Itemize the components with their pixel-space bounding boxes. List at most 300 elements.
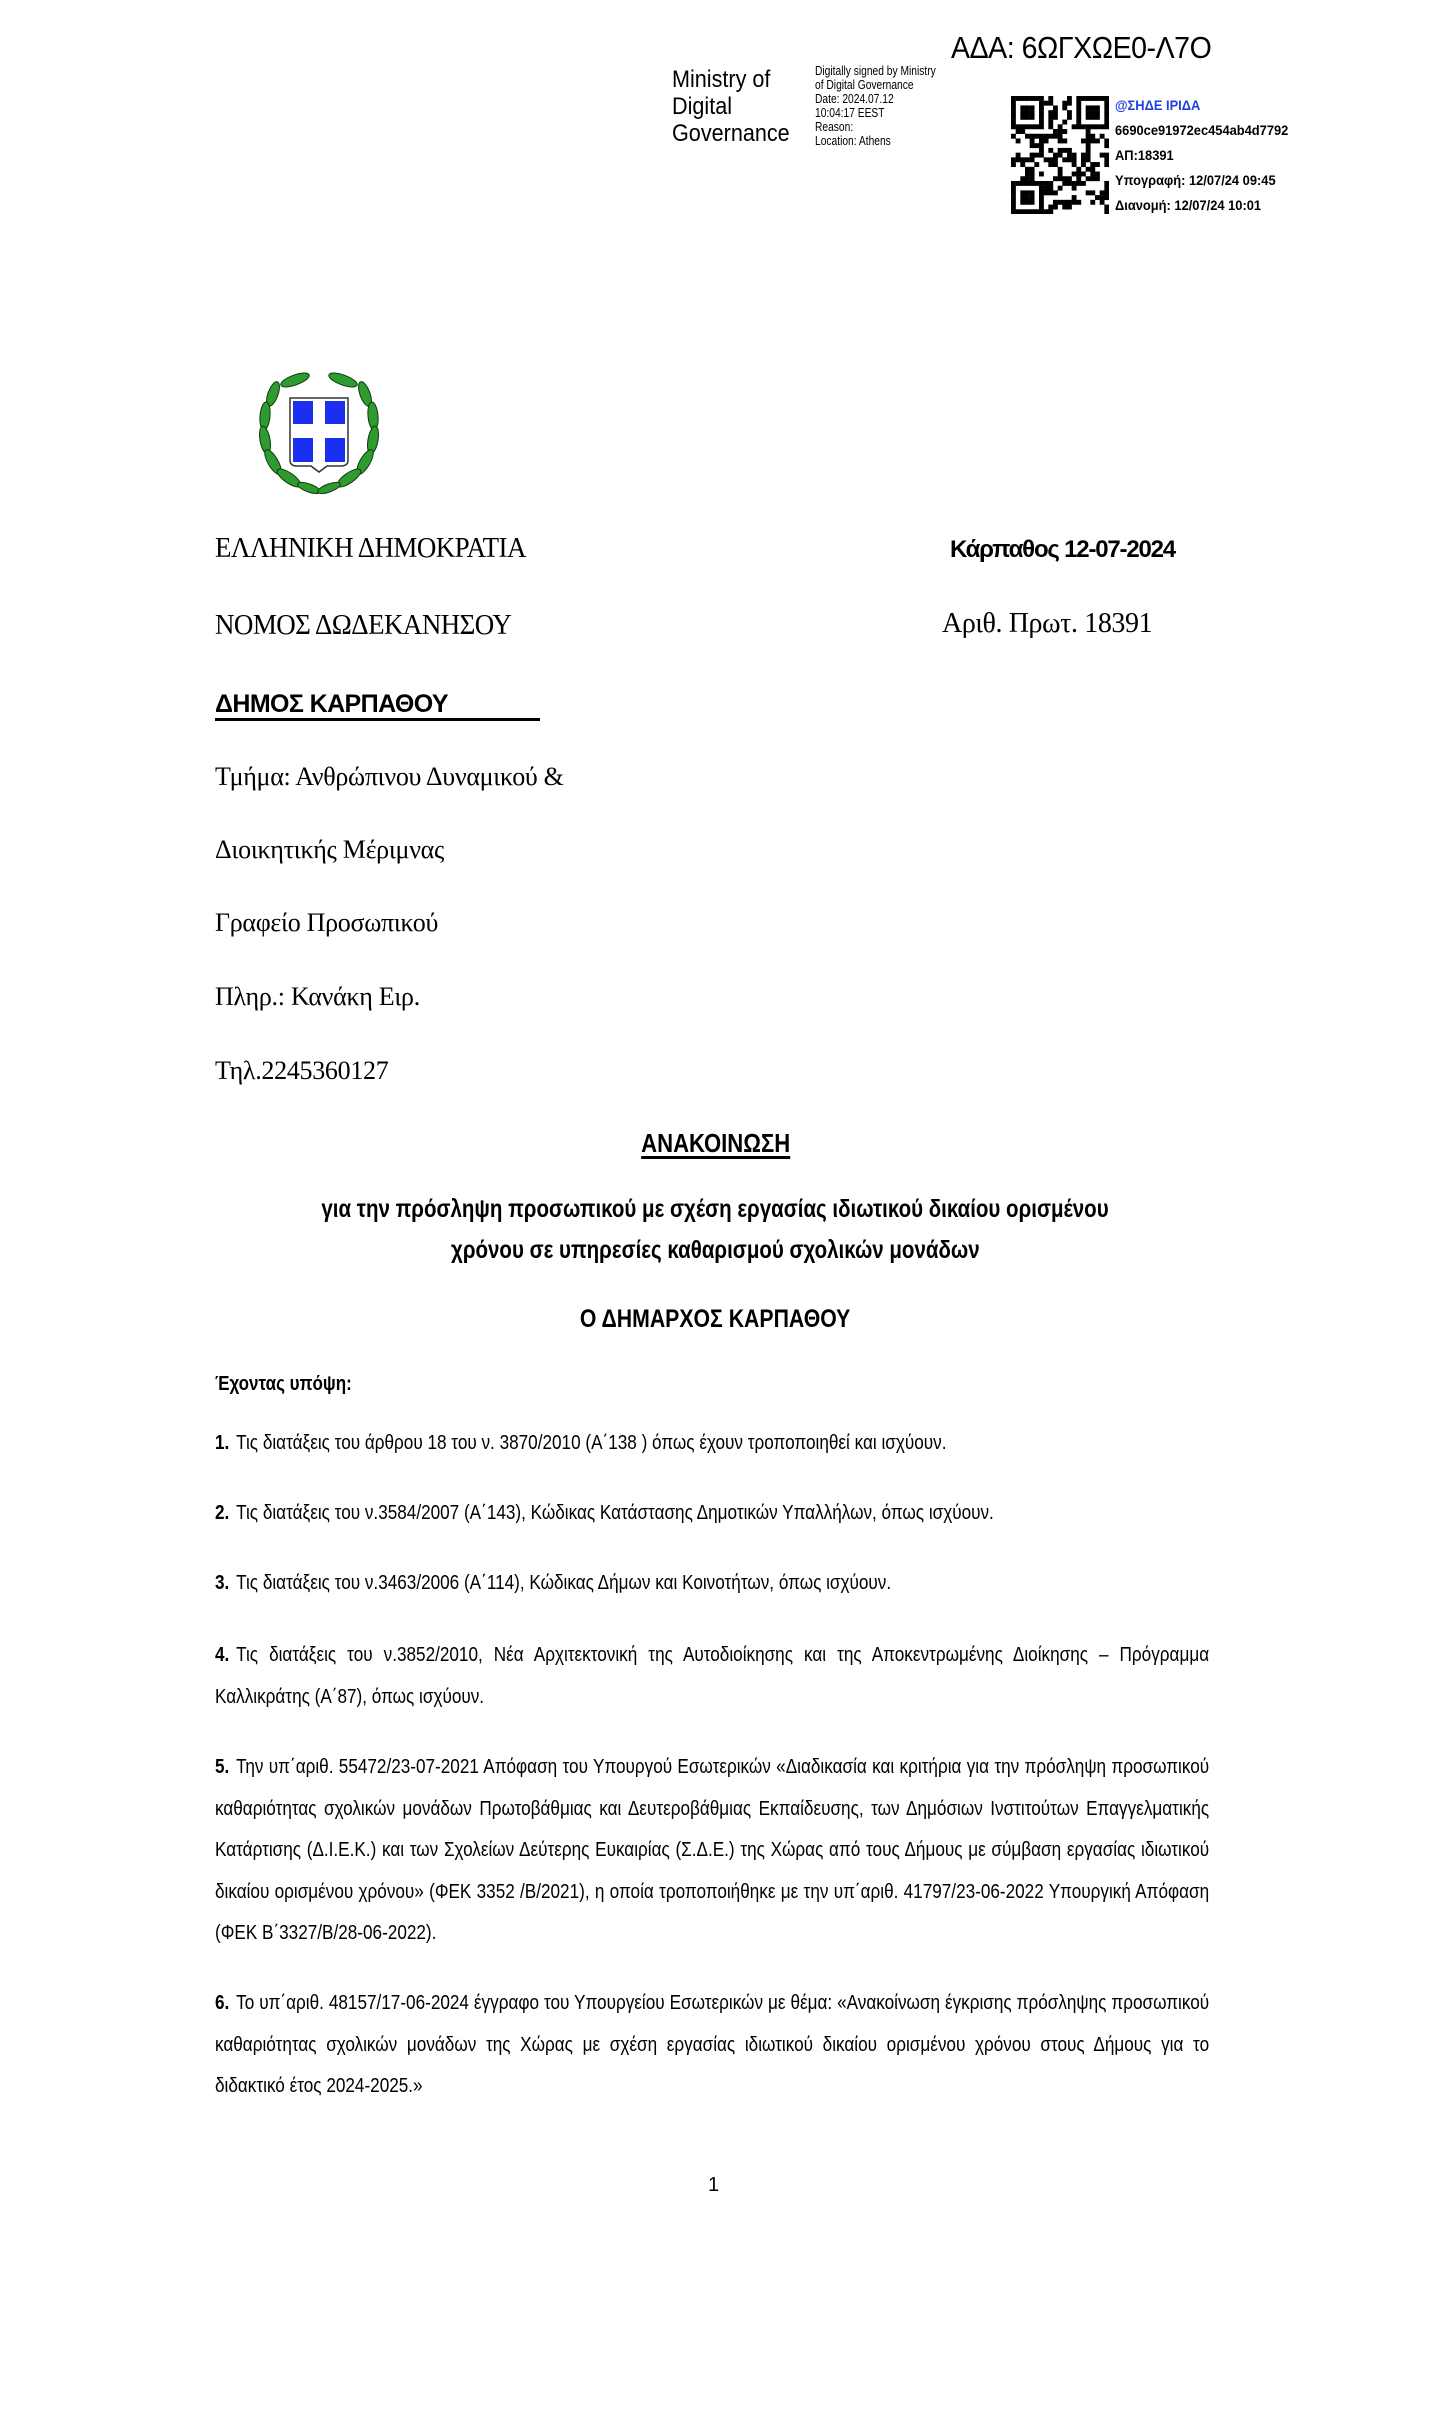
qr-module xyxy=(1048,162,1053,167)
qr-module xyxy=(1100,190,1105,195)
iris-signed-time: Υπογραφή: 12/07/24 09:45 xyxy=(1115,172,1276,188)
qr-module xyxy=(1062,101,1067,106)
qr-module xyxy=(1058,148,1063,153)
qr-module xyxy=(1048,120,1053,125)
qr-module xyxy=(1020,209,1025,214)
qr-module xyxy=(1039,153,1044,158)
qr-module xyxy=(1058,186,1063,191)
qr-module xyxy=(1090,115,1095,120)
qr-module xyxy=(1025,190,1030,195)
qr-module xyxy=(1034,153,1039,158)
qr-module xyxy=(1053,157,1058,162)
qr-module xyxy=(1020,200,1025,205)
qr-module xyxy=(1104,157,1109,162)
qr-module xyxy=(1086,110,1091,115)
signature-detail-line: 10:04:17 EEST xyxy=(815,106,885,120)
qr-module xyxy=(1048,148,1053,153)
list-item xyxy=(215,1423,1209,1465)
item-number: 3. xyxy=(215,1572,230,1594)
qr-module xyxy=(1067,148,1072,153)
qr-module xyxy=(1072,200,1077,205)
qr-module xyxy=(1104,101,1109,106)
announcement-subtitle-line xyxy=(0,1195,1431,1224)
qr-module xyxy=(1076,96,1081,101)
qr-module xyxy=(1030,124,1035,129)
qr-module xyxy=(1081,124,1086,129)
qr-module xyxy=(1095,115,1100,120)
qr-module xyxy=(1067,157,1072,162)
qr-module xyxy=(1011,209,1016,214)
qr-module xyxy=(1020,162,1025,167)
qr-module xyxy=(1011,105,1016,110)
item-number: 4. xyxy=(215,1644,230,1666)
qr-module xyxy=(1011,195,1016,200)
qr-module xyxy=(1100,124,1105,129)
qr-module xyxy=(1020,96,1025,101)
qr-module xyxy=(1034,96,1039,101)
qr-module xyxy=(1016,181,1021,186)
qr-module xyxy=(1030,143,1035,148)
department-line: Πληρ.: Κανάκη Ειρ. xyxy=(215,982,420,1011)
qr-module xyxy=(1025,176,1030,181)
signer-line: Ministry of xyxy=(672,66,771,93)
qr-module xyxy=(1058,200,1063,205)
qr-module xyxy=(1086,176,1091,181)
qr-module xyxy=(1086,105,1091,110)
qr-module xyxy=(1072,162,1077,167)
item-text: Τις διατάξεις του ν.3463/2006 (Α΄114), Κώδικας Δήμων και Κοινοτήτων, όπως ισχύουν. xyxy=(236,1572,892,1594)
qr-module xyxy=(1025,200,1030,205)
qr-module xyxy=(1020,110,1025,115)
qr-module xyxy=(1062,200,1067,205)
qr-module xyxy=(1020,157,1025,162)
page-number: 1 xyxy=(708,2174,720,2196)
qr-module xyxy=(1039,205,1044,210)
qr-module xyxy=(1039,209,1044,214)
qr-module xyxy=(1025,181,1030,186)
qr-module xyxy=(1076,101,1081,106)
qr-module xyxy=(1067,176,1072,181)
qr-module xyxy=(1104,153,1109,158)
qr-module xyxy=(1011,134,1016,139)
qr-module xyxy=(1039,138,1044,143)
qr-module xyxy=(1076,181,1081,186)
qr-module xyxy=(1011,115,1016,120)
qr-module xyxy=(1044,209,1049,214)
qr-module xyxy=(1053,190,1058,195)
qr-module xyxy=(1086,143,1091,148)
qr-module xyxy=(1048,190,1053,195)
qr-module xyxy=(1067,96,1072,101)
item-number: 5. xyxy=(215,1756,230,1778)
iris-protocol: ΑΠ:18391 xyxy=(1115,147,1174,163)
qr-module xyxy=(1062,176,1067,181)
qr-module xyxy=(1076,167,1081,172)
qr-module xyxy=(1062,157,1067,162)
qr-module xyxy=(1020,181,1025,186)
qr-module xyxy=(1011,110,1016,115)
qr-module xyxy=(1020,105,1025,110)
qr-module xyxy=(1067,101,1072,106)
qr-module xyxy=(1053,200,1058,205)
qr-module xyxy=(1095,105,1100,110)
department-line: Τηλ.2245360127 xyxy=(215,1056,389,1085)
qr-module xyxy=(1030,181,1035,186)
qr-module xyxy=(1058,129,1063,134)
qr-module xyxy=(1081,138,1086,143)
list-item xyxy=(215,1563,1209,1605)
ada-code: ΑΔΑ: 6ΩΓΧΩΕ0-Λ7Ο xyxy=(951,30,1212,65)
qr-module xyxy=(1076,124,1081,129)
qr-module xyxy=(1086,153,1091,158)
qr-module xyxy=(1086,134,1091,139)
signature-details xyxy=(815,64,936,148)
qr-module xyxy=(1104,110,1109,115)
iris-hash: 6690ce91972ec454ab4d7792 xyxy=(1115,122,1289,138)
qr-module xyxy=(1104,105,1109,110)
qr-module xyxy=(1025,195,1030,200)
qr-module xyxy=(1011,200,1016,205)
qr-module xyxy=(1044,181,1049,186)
qr-module xyxy=(1039,181,1044,186)
qr-module xyxy=(1067,115,1072,120)
qr-module xyxy=(1104,209,1109,214)
qr-module xyxy=(1067,181,1072,186)
qr-module xyxy=(1016,138,1021,143)
qr-module xyxy=(1090,124,1095,129)
qr-module xyxy=(1095,162,1100,167)
qr-module xyxy=(1081,157,1086,162)
qr-module xyxy=(1048,205,1053,210)
qr-module xyxy=(1062,105,1067,110)
qr-module xyxy=(1020,129,1025,134)
qr-module xyxy=(1062,120,1067,125)
item-text: Τις διατάξεις του άρθρου 18 του ν. 3870/2010 (Α΄138 ) όπως έχουν τροποποιηθεί και ισχύουν. xyxy=(236,1432,947,1454)
qr-module xyxy=(1104,162,1109,167)
qr-module xyxy=(1053,110,1058,115)
qr-module xyxy=(1011,181,1016,186)
qr-module xyxy=(1039,195,1044,200)
qr-module xyxy=(1053,115,1058,120)
qr-module xyxy=(1090,200,1095,205)
list-item xyxy=(215,1493,1209,1535)
item-text: Τις διατάξεις του ν.3852/2010, Νέα Αρχιτεκτονική της Αυτοδιοίκησης και της Αποκεντρωμένης Διοίκησης – Πρόγραμμα Καλλικράτης (Α΄87), όπως ισχύουν. xyxy=(215,1644,1210,1708)
qr-module xyxy=(1048,96,1053,101)
qr-module xyxy=(1011,157,1016,162)
qr-module xyxy=(1016,96,1021,101)
list-item xyxy=(215,1747,1209,1955)
announcement-title-text: ΑΝΑΚΟΙΝΩΣΗ xyxy=(640,1128,791,1158)
qr-module xyxy=(1044,190,1049,195)
qr-module xyxy=(1025,209,1030,214)
item-number: 6. xyxy=(215,1992,230,2014)
qr-module xyxy=(1011,96,1016,101)
qr-module xyxy=(1090,96,1095,101)
municipality-label: ΔΗΜΟΣ ΚΑΡΠΑΘΟΥ xyxy=(215,690,448,718)
announcement-subtitle-line xyxy=(0,1236,1431,1265)
qr-module xyxy=(1025,96,1030,101)
qr-module xyxy=(1039,110,1044,115)
qr-module xyxy=(1025,172,1030,177)
signature-detail-line: Location: Athens xyxy=(815,134,891,148)
qr-module xyxy=(1081,172,1086,177)
qr-module xyxy=(1011,205,1016,210)
qr-module xyxy=(1086,115,1091,120)
signature-detail-line: Digitally signed by Ministry xyxy=(815,64,936,78)
qr-module xyxy=(1044,138,1049,143)
qr-module xyxy=(1104,181,1109,186)
qr-module xyxy=(1095,195,1100,200)
qr-module xyxy=(1086,190,1091,195)
qr-module xyxy=(1048,157,1053,162)
qr-module xyxy=(1030,157,1035,162)
issuer-heading xyxy=(0,1305,1431,1334)
qr-module xyxy=(1016,209,1021,214)
qr-module xyxy=(1081,162,1086,167)
qr-module xyxy=(1030,153,1035,158)
qr-module xyxy=(1067,205,1072,210)
qr-module xyxy=(1020,124,1025,129)
qr-module xyxy=(1011,120,1016,125)
qr-module xyxy=(1048,209,1053,214)
qr-module xyxy=(1044,186,1049,191)
qr-module xyxy=(1086,138,1091,143)
qr-module xyxy=(1062,181,1067,186)
iris-stamp xyxy=(1115,93,1288,218)
qr-module xyxy=(1034,124,1039,129)
department-line: Γραφείο Προσωπικού xyxy=(215,908,439,937)
qr-module xyxy=(1086,157,1091,162)
qr-module xyxy=(1090,190,1095,195)
qr-module xyxy=(1039,190,1044,195)
signature-detail-line: of Digital Governance xyxy=(815,78,914,92)
qr-module xyxy=(1011,101,1016,106)
qr-module xyxy=(1104,190,1109,195)
qr-module xyxy=(1048,134,1053,139)
qr-module xyxy=(1039,124,1044,129)
qr-module xyxy=(1053,176,1058,181)
item-text: Το υπ΄αριθ. 48157/17-06-2024 έγγραφο του Υπουργείου Εσωτερικών με θέμα: «Ανακοίνωση έγκρισης πρόσληψης προσωπικού καθαριότητας σχολικών μονάδων της Χώρας με σχέση εργασίας ιδιωτικού δικαίου ορισμένου χρόνου στους Δήμους για το διδακτικό έτος 2024-2025.» xyxy=(215,1992,1210,2097)
qr-module xyxy=(1076,176,1081,181)
qr-module xyxy=(1095,172,1100,177)
qr-module xyxy=(1034,209,1039,214)
qr-module xyxy=(1025,167,1030,172)
qr-module xyxy=(1058,176,1063,181)
qr-module xyxy=(1076,110,1081,115)
qr-module xyxy=(1048,115,1053,120)
qr-module xyxy=(1039,200,1044,205)
item-text: Την υπ΄αριθ. 55472/23-07-2021 Απόφαση του Υπουργού Εσωτερικών «Διαδικασία και κριτήρια για την πρόσληψη προσωπικού καθαριότητας σχολικών μονάδων Πρωτοβάθμιας και Δευτεροβάθμιας Εκπαίδευσης, των Δημόσιων Ινστιτούτων Επαγγελματικής Κατάρτισης (Δ.Ι.Ε.Κ.) και των Σχολείων Δεύτερης Ευκαιρίας (Σ.Δ.Ε.) της Χώρας από τους Δήμους με σύμβαση εργασίας ιδιωτικού δικαίου ορισμένου χρόνου» (ΦΕΚ 3352 /Β/2021), η οποία τροποποιήθηκε με την υπ΄αριθ. 41797/23-06-2022 Υπουργική Απόφαση (ΦΕΚ Β΄3327/Β/28-06-2022). xyxy=(215,1756,1210,1944)
qr-module xyxy=(1011,186,1016,191)
qr-module xyxy=(1053,105,1058,110)
iris-system: @ΣΗΔΕ ΙΡΙΔΑ xyxy=(1115,97,1201,113)
qr-module xyxy=(1016,157,1021,162)
issuer-text: Ο ΔΗΜΑΡΧΟΣ ΚΑΡΠΑΘΟΥ xyxy=(580,1305,851,1333)
qr-module xyxy=(1025,115,1030,120)
qr-module xyxy=(1104,195,1109,200)
protocol-number: Αριθ. Πρωτ. 18391 xyxy=(942,608,1153,639)
qr-module xyxy=(1039,101,1044,106)
qr-module xyxy=(1072,124,1077,129)
qr-module xyxy=(1076,120,1081,125)
qr-module xyxy=(1011,124,1016,129)
signer-name xyxy=(672,66,790,147)
qr-module xyxy=(1095,96,1100,101)
qr-module xyxy=(1048,101,1053,106)
qr-module xyxy=(1030,200,1035,205)
qr-module xyxy=(1048,124,1053,129)
qr-module xyxy=(1025,157,1030,162)
qr-module xyxy=(1030,167,1035,172)
qr-code-icon xyxy=(1011,96,1109,214)
qr-module xyxy=(1030,195,1035,200)
qr-module xyxy=(1086,124,1091,129)
qr-module xyxy=(1039,96,1044,101)
qr-module xyxy=(1100,134,1105,139)
qr-module xyxy=(1100,195,1105,200)
department-line: Διοικητικής Μέριμνας xyxy=(215,835,444,864)
qr-module xyxy=(1053,134,1058,139)
qr-module xyxy=(1076,115,1081,120)
qr-module xyxy=(1104,143,1109,148)
qr-module xyxy=(1039,172,1044,177)
qr-module xyxy=(1044,134,1049,139)
qr-module xyxy=(1090,134,1095,139)
qr-module xyxy=(1104,115,1109,120)
qr-module xyxy=(1104,205,1109,210)
subtitle-text: χρόνου σε υπηρεσίες καθαρισμού σχολικών μονάδων xyxy=(451,1236,980,1264)
qr-module xyxy=(1020,176,1025,181)
list-item xyxy=(215,1635,1209,1718)
qr-module xyxy=(1076,172,1081,177)
qr-module xyxy=(1100,200,1105,205)
qr-module xyxy=(1067,200,1072,205)
greek-coat-of-arms-icon xyxy=(255,366,383,496)
qr-module xyxy=(1030,209,1035,214)
municipality-underline xyxy=(215,718,540,721)
qr-module xyxy=(1081,96,1086,101)
qr-module xyxy=(1100,96,1105,101)
qr-module xyxy=(1090,110,1095,115)
qr-module xyxy=(1062,205,1067,210)
qr-module xyxy=(1039,115,1044,120)
announcement-title xyxy=(0,1128,1431,1159)
qr-module xyxy=(1030,172,1035,177)
republic-label: ΕΛΛΗΝΙΚΗ ΔΗΜΟΚΡΑΤΙΑ xyxy=(215,532,526,564)
qr-module xyxy=(1090,105,1095,110)
qr-module xyxy=(1095,124,1100,129)
item-number: 1. xyxy=(215,1432,230,1454)
qr-module xyxy=(1086,96,1091,101)
qr-module xyxy=(1039,105,1044,110)
signature-detail-line: Reason: xyxy=(815,120,854,134)
qr-module xyxy=(1039,186,1044,191)
qr-module xyxy=(1104,96,1109,101)
iris-distribution-time: Διανομή: 12/07/24 10:01 xyxy=(1115,197,1262,213)
list-item xyxy=(215,1983,1209,2108)
qr-module xyxy=(1053,162,1058,167)
qr-module xyxy=(1095,176,1100,181)
qr-module xyxy=(1030,96,1035,101)
qr-module xyxy=(1072,153,1077,158)
qr-module xyxy=(1086,129,1091,134)
qr-module xyxy=(1081,181,1086,186)
qr-module xyxy=(1062,129,1067,134)
qr-module xyxy=(1090,176,1095,181)
qr-module xyxy=(1058,138,1063,143)
qr-module xyxy=(1025,110,1030,115)
qr-module xyxy=(1104,138,1109,143)
qr-module xyxy=(1025,124,1030,129)
qr-module xyxy=(1034,143,1039,148)
qr-module xyxy=(1062,148,1067,153)
item-text: Τις διατάξεις του ν.3584/2007 (Α΄143), Κώδικας Κατάστασης Δημοτικών Υπαλλήλων, όπως ισχύουν. xyxy=(236,1502,994,1524)
qr-module xyxy=(1053,205,1058,210)
qr-module xyxy=(1048,186,1053,191)
qr-module xyxy=(1039,148,1044,153)
item-number: 2. xyxy=(215,1502,230,1524)
qr-module xyxy=(1034,181,1039,186)
qr-module xyxy=(1104,120,1109,125)
qr-module xyxy=(1086,167,1091,172)
place-date: Κάρπαθος 12-07-2024 xyxy=(950,536,1175,563)
qr-module xyxy=(1067,153,1072,158)
qr-module xyxy=(1039,134,1044,139)
qr-module xyxy=(1058,134,1063,139)
signer-line: Digital xyxy=(672,93,733,120)
qr-module xyxy=(1072,181,1077,186)
qr-module xyxy=(1086,148,1091,153)
qr-module xyxy=(1048,110,1053,115)
qr-module xyxy=(1030,176,1035,181)
qr-module xyxy=(1095,138,1100,143)
qr-module xyxy=(1058,172,1063,177)
qr-module xyxy=(1053,129,1058,134)
qr-module xyxy=(1104,124,1109,129)
qr-module xyxy=(1090,167,1095,172)
qr-module xyxy=(1090,162,1095,167)
qr-module xyxy=(1030,134,1035,139)
qr-module xyxy=(1090,138,1095,143)
qr-module xyxy=(1072,157,1077,162)
qr-module xyxy=(1076,200,1081,205)
qr-module xyxy=(1044,157,1049,162)
qr-module xyxy=(1016,124,1021,129)
qr-module xyxy=(1044,101,1049,106)
qr-module xyxy=(1058,124,1063,129)
qr-module xyxy=(1090,172,1095,177)
qr-module xyxy=(1025,134,1030,139)
qr-module xyxy=(1020,195,1025,200)
qr-module xyxy=(1058,167,1063,172)
qr-module xyxy=(1011,162,1016,167)
qr-module xyxy=(1016,129,1021,134)
qr-module xyxy=(1100,153,1105,158)
qr-module xyxy=(1095,110,1100,115)
qr-module xyxy=(1081,153,1086,158)
qr-module xyxy=(1025,105,1030,110)
qr-module xyxy=(1039,143,1044,148)
qr-module xyxy=(1072,186,1077,191)
qr-module xyxy=(1072,195,1077,200)
qr-module xyxy=(1011,190,1016,195)
signature-detail-line: Date: 2024.07.12 xyxy=(815,92,894,106)
department-line: Τμήμα: Ανθρώπινου Δυναμικού & xyxy=(215,762,564,791)
qr-module xyxy=(1076,105,1081,110)
signer-line: Governance xyxy=(672,120,790,147)
qr-module xyxy=(1020,115,1025,120)
considering-label: Έχοντας υπόψη: xyxy=(215,1373,352,1395)
